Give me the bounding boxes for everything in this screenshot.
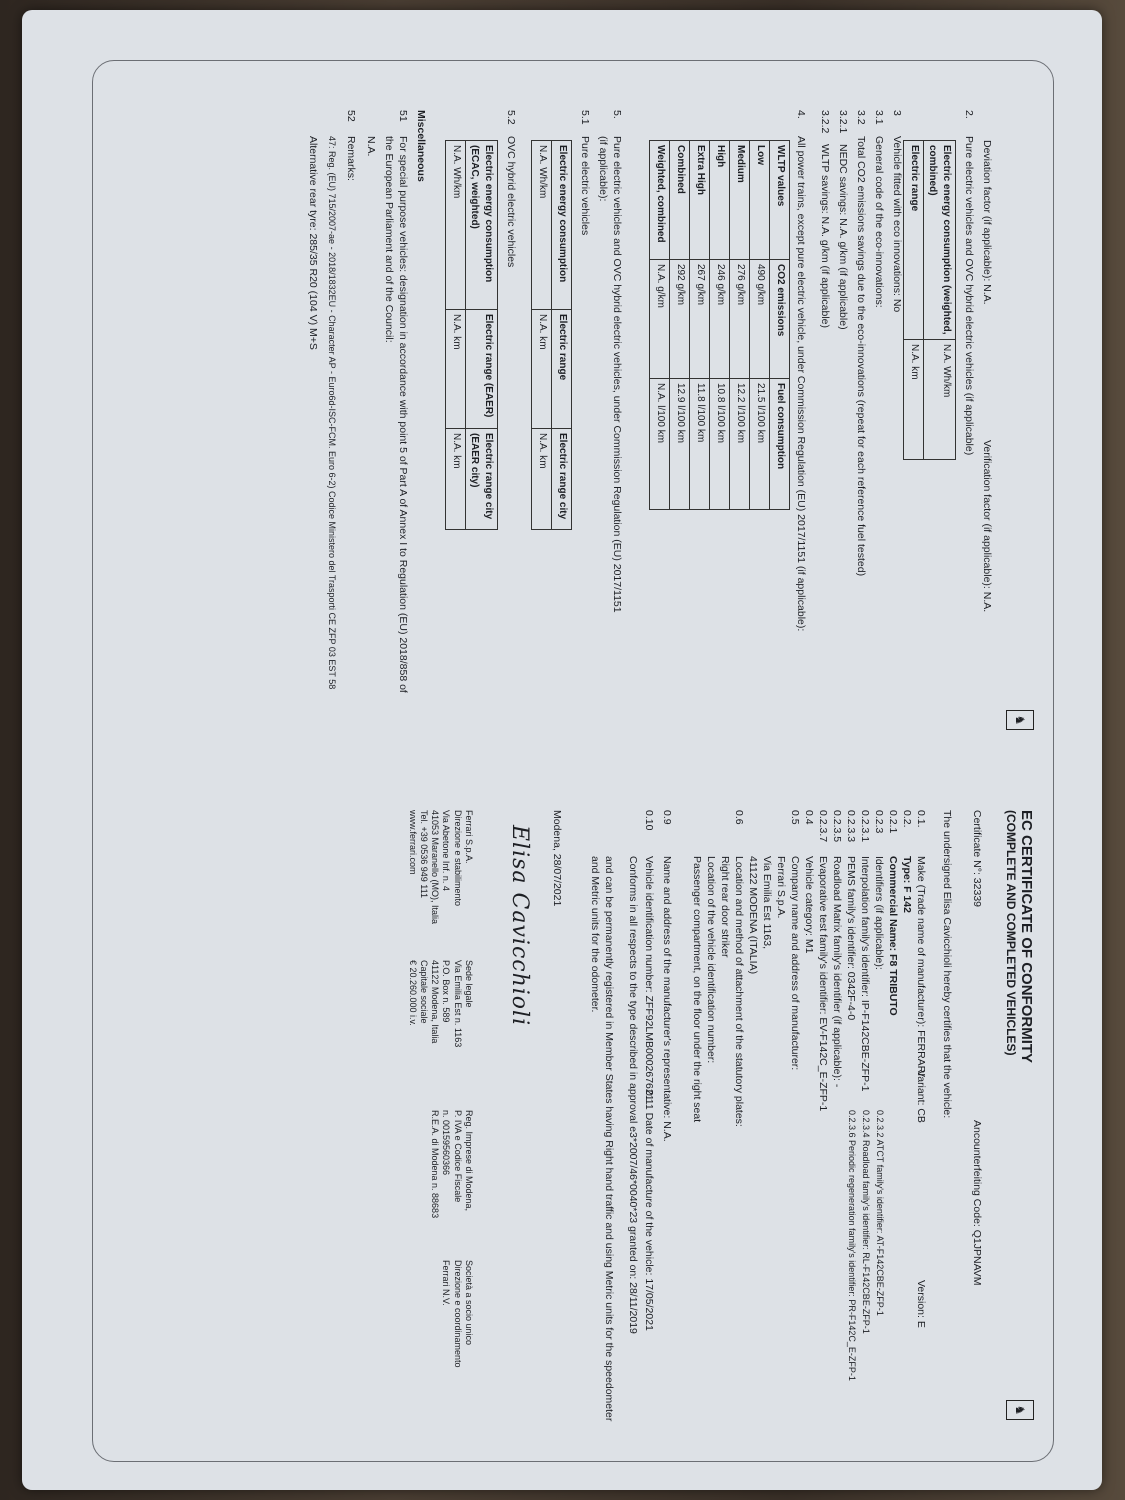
remarks-line-2: Alternative rear tyre: 285/35 R20 (104 V) M+S — [307, 136, 319, 350]
table-row: Electric range N.A. km — [904, 141, 924, 460]
certificate-paper — [22, 10, 1102, 1490]
right-item: and can be permanently registered in Member States having Right hand traffic and using Metric units for the speedometer — [603, 856, 615, 1422]
footer-col-1: Ferrari S.p.A. Direzione e stabilimento Via Abetone Inf. n. 4 41053 Maranello (MO), Italia Tel. +39 0536 949 111 www.ferrari.com — [407, 810, 474, 925]
table-row: Weighted, combined N.A. g/km N.A. l/100 km — [650, 141, 670, 510]
section-2: 2.Pure electric vehicles and OVC hybrid electric vehicles (if applicable) — [963, 110, 975, 456]
section-3-2: 3.2Total CO2 emissions savings due to the eco-innovations (repeat for each reference fuel tested) — [855, 110, 867, 577]
section-51-value: N.A. — [365, 136, 377, 157]
right-item: 0.2.3.7Evaporative test family's identifier: EV-F142C_E-ZFP-1 — [817, 810, 829, 1112]
right-item: Ferrari S.p.A. — [775, 856, 787, 919]
roadload-identifier: 0.2.3.4 Roadload family's identifier: RL-F142CBE-ZFP-1 — [861, 1110, 871, 1334]
section-3-2-1: 3.2.1NEDC savings: N.A. g/km (if applicable) — [837, 110, 849, 330]
table-row: Combined 292 g/km 12.9 l/100 km — [670, 141, 690, 510]
handwritten-signature: Elisa Cavicchioli — [507, 825, 532, 1027]
table-row: N.A. Wh/km N.A. km N.A. km — [446, 141, 466, 530]
right-item: 0.2.3.1Interpolation family's identifier: IP-F142CBE-ZFP-1 — [859, 810, 871, 1092]
footer-col-2: Sede legale Via Emilia Est n. 1163 P.O. Box n. 589 41122 Modena, Italia Capitale sociale € 20.260.000 i.v. — [407, 960, 474, 1048]
table-header-row: Electric energy consumption Electric range Electric range city — [552, 141, 572, 530]
table-header-row: WLTP values CO2 emissions Fuel consumption — [770, 141, 790, 510]
section-3-1: 3.1General code of the eco-innovations: — [873, 110, 885, 308]
table-row: High 246 g/km 10.8 l/100 km — [710, 141, 730, 510]
certificate-title: EC CERTIFICATE OF CONFORMITY — [1018, 810, 1035, 1064]
right-item: and Metric units for the odometer. — [589, 856, 601, 1013]
right-item: 0.5Company name and address of manufacturer: — [789, 810, 801, 1071]
section-5-cont: (if applicable): — [597, 136, 609, 202]
remarks-line-1: 47: Reg. (EU) 715/2007-ae - 2018/1832EU - Character AP - Euro6d-ISC-FCM. Euro 6-2) Codice Ministero del Trasporti CE ZFP 03 EST 58 — [327, 136, 337, 690]
version-text: Version: E — [915, 1280, 927, 1328]
footer-col-4: Società a socio unico Direzione e coordinamento Ferrari N.V. — [441, 1260, 474, 1368]
table-row: Extra High 267 g/km 11.8 l/100 km — [690, 141, 710, 510]
table-row: N.A. Wh/km N.A. km N.A. km — [532, 141, 552, 530]
right-item: 0.2.1Commercial Name: F8 TRIBUTO — [887, 810, 899, 1016]
section-2-table — [903, 140, 956, 460]
section-5: 5.Pure electric vehicles and OVC hybrid electric vehicles, under Commission Regulation (EU) 2017/1151 — [611, 110, 623, 613]
right-item: 0.4Vehicle category: M1 — [803, 810, 815, 954]
intro-text: The undersigned Elisa Cavicchioli hereby certifies that the vehicle: — [941, 810, 953, 1119]
table-row: Medium 276 g/km 12.2 l/100 km — [730, 141, 750, 510]
section-51-cont: the European Parliament and of the Council: — [383, 136, 395, 343]
right-item: Passenger compartment, on the floor under the right seat — [691, 856, 703, 1123]
right-item: 0.2.3.5Roadload Matrix family's identifier (if applicable): - — [831, 810, 843, 1088]
right-item: 0.2.3.3PEMS family's identifier: 0342F-4-0 — [845, 810, 857, 1021]
section-5-1: 5.1Pure electric vehicles — [579, 110, 591, 236]
wltp-table — [649, 140, 790, 510]
date-of-manufacture: 0.11 Date of manufacture of the vehicle: 17/05/2021 — [643, 1090, 655, 1331]
certificate-number: Certificate N°: 32339 — [971, 810, 983, 907]
right-item: 0.6Location and method of attachment of the statutory plates: — [733, 810, 745, 1127]
table-row: Electric energy consumption (weighted, combined) N.A. Wh/km — [924, 141, 956, 460]
right-item: 0.2.3Identifiers (if applicable): — [873, 810, 885, 970]
right-item: 41122 MODENA (ITALIA) — [747, 856, 759, 975]
pev-table — [531, 140, 572, 530]
anticounterfeit-code: Ancounterfeiting Code: Q1JPNAVM — [971, 1120, 983, 1286]
right-item: 0.2.Type: F 142 — [901, 810, 913, 913]
section-51: 51For special purpose vehicles: designation in accordance with point 5 of Part A of Annex I to Regulation (EU) 2018/858 of — [397, 110, 409, 693]
atct-identifier: 0.2.3.2 ATCT family's identifier: AT-F142CBE-ZFP-1 — [875, 1110, 885, 1316]
periodic-regeneration-identifier: 0.2.3.6 Periodic regeneration family's identifier: PR-F142C_E-ZFP-1 — [847, 1110, 857, 1381]
ovc-table — [445, 140, 498, 530]
ferrari-logo-icon: ♞ — [1006, 1400, 1034, 1420]
ferrari-logo-small-icon: ♞ — [1006, 710, 1034, 730]
section-3-2-2: 3.2.2WLTP savings: N.A. g/km (if applicable) — [819, 110, 831, 329]
right-item: Right rear door striker — [719, 856, 731, 958]
footer-col-3: Reg. Imprese di Modena, P. IVA e Codice Fiscale n. 00159560366 R.E.A. di Modena n. 88683 — [430, 1110, 474, 1219]
miscellaneous-heading: Miscellaneous — [415, 110, 427, 182]
right-item: 0.10Vehicle identification number: ZFF92LMB000267621 — [643, 810, 655, 1101]
section-3: 3Vehicle fitted with eco innovations: No — [891, 110, 903, 313]
table-header-row: Electric energy consumption (ECAC, weighted) Electric range (EAER) Electric range city (EAER city) — [466, 141, 498, 530]
section-4: 4.All power trains, except pure electric vehicle, under Commission Regulation (EU) 2017/1151 (if applicable): — [795, 110, 807, 632]
table-row: Low 490 g/km 21.5 l/100 km — [750, 141, 770, 510]
right-item: 0.9Name and address of the manufacturer's representative: N.A. — [661, 810, 673, 1142]
right-item: Via Emilia Est 1163, — [761, 856, 773, 949]
section-5-2: 5.2OVC hybrid electric vehicles — [505, 110, 517, 268]
right-item: 0.1.Make (Trade name of manufacturer): FERRARI — [915, 810, 927, 1077]
left-column — [54, 110, 1114, 770]
certificate-subtitle: (COMPLETE AND COMPLETED VEHICLES) — [1004, 810, 1018, 1056]
verification-factor: Verification factor (if applicable): N.A. — [981, 440, 993, 613]
right-column — [54, 810, 1114, 1450]
right-item: Location of the vehicle identification number: — [705, 856, 717, 1064]
place-and-date: Modena, 28/07/2021 — [551, 810, 563, 907]
right-item: Conforms in all respects to the type described in approval e3*2007/46*0040*23 granted on: 28/11/2019 — [627, 856, 639, 1334]
section-52: 52Remarks: — [345, 110, 357, 181]
variant-text: Variant: CB — [915, 1070, 927, 1123]
certificate-sheet — [54, 30, 1114, 1490]
deviation-factor: Deviation factor (if applicable): N.A. — [981, 140, 993, 305]
